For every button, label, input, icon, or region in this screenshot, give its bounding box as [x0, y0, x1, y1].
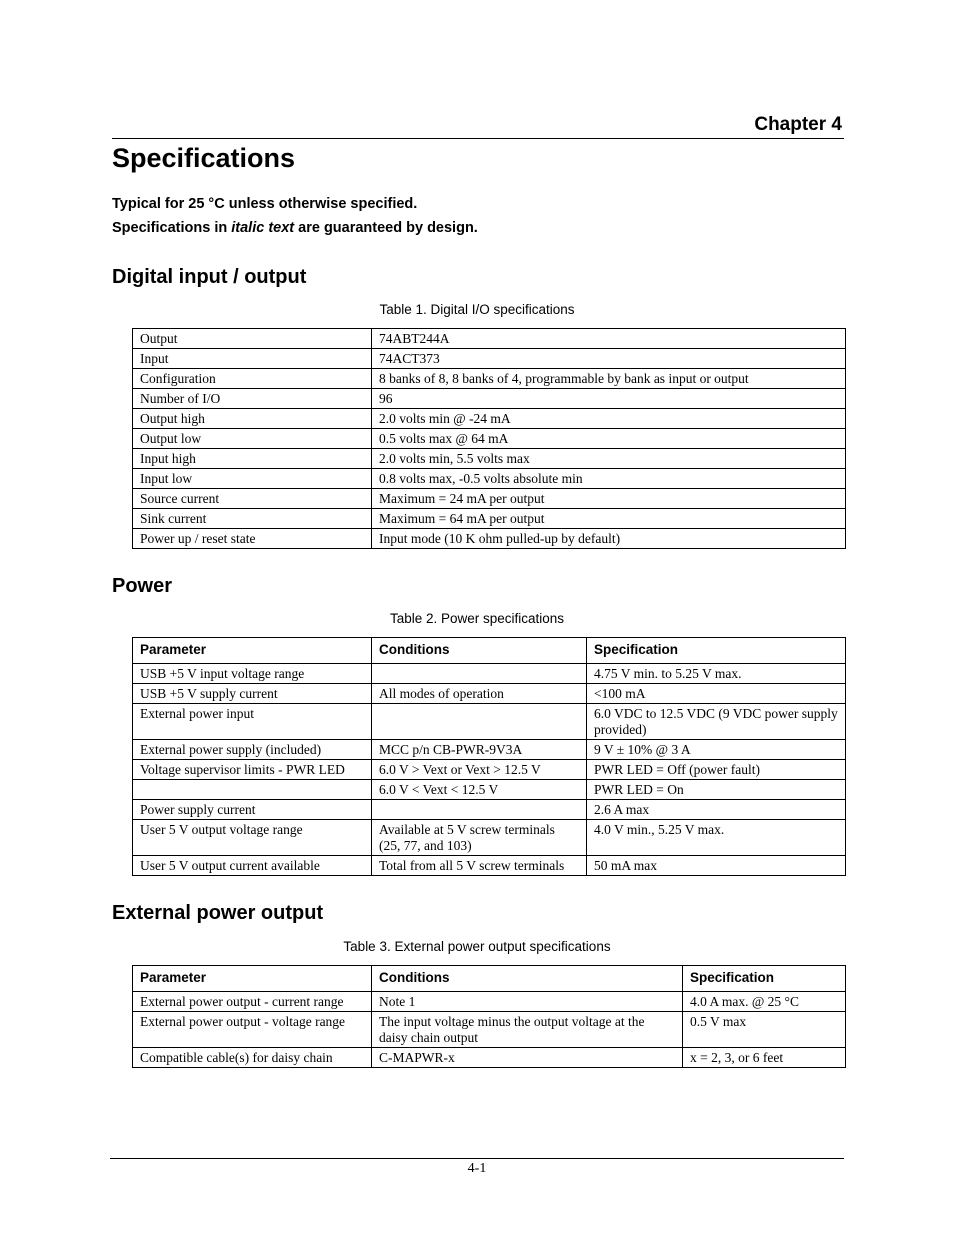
- table-cell: External power output - current range: [133, 992, 372, 1012]
- table-cell: 4.0 A max. @ 25 °C: [683, 992, 846, 1012]
- italic-note-suffix: are guaranteed by design.: [294, 220, 478, 236]
- table-cell: Input: [133, 349, 372, 369]
- table-header-row: [133, 638, 846, 664]
- table-cell: 4.0 V min., 5.25 V max.: [587, 820, 846, 856]
- italic-note: [112, 219, 478, 237]
- table-row: [133, 509, 846, 529]
- table-cell: External power input: [133, 704, 372, 740]
- table-row: [133, 469, 846, 489]
- column-header: Parameter: [133, 966, 372, 992]
- page-title: Specifications: [112, 143, 296, 173]
- table-cell: Sink current: [133, 509, 372, 529]
- table-cell: Power up / reset state: [133, 529, 372, 549]
- table-cell: Output low: [133, 429, 372, 449]
- table-cell: x = 2, 3, or 6 feet: [683, 1048, 846, 1068]
- table-cell: [372, 664, 587, 684]
- table-row: [133, 992, 846, 1012]
- table-cell: The input voltage minus the output voltage at the daisy chain output: [372, 1012, 683, 1048]
- table-cell: 4.75 V min. to 5.25 V max.: [587, 664, 846, 684]
- table-row: [133, 820, 846, 856]
- table-cell: 0.5 volts max @ 64 mA: [372, 429, 846, 449]
- table-header-row: [133, 966, 846, 992]
- column-header: Conditions: [372, 966, 683, 992]
- table-cell: User 5 V output voltage range: [133, 820, 372, 856]
- table-row: [133, 329, 846, 349]
- chapter-label: Chapter 4: [754, 114, 842, 135]
- table-cell: <100 mA: [587, 684, 846, 704]
- column-header: Conditions: [372, 638, 587, 664]
- table-row: [133, 760, 846, 780]
- table-cell: 2.0 volts min @ -24 mA: [372, 409, 846, 429]
- table-cell: 74ABT244A: [372, 329, 846, 349]
- table-row: [133, 664, 846, 684]
- table-cell: Maximum = 64 mA per output: [372, 509, 846, 529]
- section-heading-digital: Digital input / output: [112, 266, 307, 288]
- table-row: [133, 409, 846, 429]
- table-cell: Total from all 5 V screw terminals: [372, 856, 587, 876]
- table-row: [133, 529, 846, 549]
- table-cell: 2.6 A max: [587, 800, 846, 820]
- column-header: Specification: [587, 638, 846, 664]
- table-cell: 74ACT373: [372, 349, 846, 369]
- section-heading-power: Power: [112, 575, 173, 597]
- table-row: [133, 684, 846, 704]
- table-cell: 9 V ± 10% @ 3 A: [587, 740, 846, 760]
- table-cell: Input low: [133, 469, 372, 489]
- table-row: [133, 780, 846, 800]
- table-cell: 6.0 V > Vext or Vext > 12.5 V: [372, 760, 587, 780]
- table-row: [133, 1012, 846, 1048]
- column-header: Specification: [683, 966, 846, 992]
- temperature-note: Typical for 25 °C unless otherwise specified.: [112, 196, 418, 212]
- table-caption-external-power: Table 3. External power output specifications: [343, 939, 611, 954]
- table-cell: Number of I/O: [133, 389, 372, 409]
- external-power-table: [132, 965, 846, 1068]
- table-cell: Available at 5 V screw terminals (25, 77, and 103): [372, 820, 587, 856]
- table-cell: MCC p/n CB-PWR-9V3A: [372, 740, 587, 760]
- table-cell: Output high: [133, 409, 372, 429]
- italic-note-emphasis: italic text: [231, 220, 295, 236]
- power-table: [132, 637, 846, 876]
- table-cell: Power supply current: [133, 800, 372, 820]
- table-row: [133, 800, 846, 820]
- table-cell: Configuration: [133, 369, 372, 389]
- table-cell: Voltage supervisor limits - PWR LED: [133, 760, 372, 780]
- table-cell: 0.5 V max: [683, 1012, 846, 1048]
- table-row: [133, 429, 846, 449]
- table-cell: 96: [372, 389, 846, 409]
- table-cell: 6.0 VDC to 12.5 VDC (9 VDC power supply provided): [587, 704, 846, 740]
- table-row: [133, 740, 846, 760]
- table-row: [133, 489, 846, 509]
- chapter-rule: [112, 138, 844, 139]
- table-cell: [372, 704, 587, 740]
- column-header: Parameter: [133, 638, 372, 664]
- footer-rule: [110, 1158, 844, 1159]
- table-cell: PWR LED = Off (power fault): [587, 760, 846, 780]
- table-cell: Input mode (10 K ohm pulled-up by default): [372, 529, 846, 549]
- table-cell: External power output - voltage range: [133, 1012, 372, 1048]
- table-cell: All modes of operation: [372, 684, 587, 704]
- table-caption-power: Table 2. Power specifications: [389, 611, 565, 626]
- table-cell: [372, 800, 587, 820]
- table-cell: Input high: [133, 449, 372, 469]
- table-caption-digital: Table 1. Digital I/O specifications: [379, 302, 575, 317]
- table-cell: External power supply (included): [133, 740, 372, 760]
- table-row: [133, 856, 846, 876]
- table-cell: Compatible cable(s) for daisy chain: [133, 1048, 372, 1068]
- table-cell: 8 banks of 8, 8 banks of 4, programmable by bank as input or output: [372, 369, 846, 389]
- table-row: [133, 449, 846, 469]
- table-cell: Maximum = 24 mA per output: [372, 489, 846, 509]
- section-heading-external-power: External power output: [112, 902, 324, 924]
- table-cell: PWR LED = On: [587, 780, 846, 800]
- table-cell: USB +5 V supply current: [133, 684, 372, 704]
- table-row: [133, 349, 846, 369]
- table-cell: [133, 780, 372, 800]
- italic-note-prefix: Specifications in: [112, 220, 232, 236]
- table-row: [133, 389, 846, 409]
- table-cell: 0.8 volts max, -0.5 volts absolute min: [372, 469, 846, 489]
- table-row: [133, 1048, 846, 1068]
- table-row: [133, 369, 846, 389]
- table-cell: USB +5 V input voltage range: [133, 664, 372, 684]
- table-cell: User 5 V output current available: [133, 856, 372, 876]
- page-number: 4-1: [467, 1161, 487, 1176]
- digital-io-table: [132, 328, 846, 549]
- table-cell: Output: [133, 329, 372, 349]
- table-cell: 6.0 V < Vext < 12.5 V: [372, 780, 587, 800]
- table-cell: 2.0 volts min, 5.5 volts max: [372, 449, 846, 469]
- table-cell: Source current: [133, 489, 372, 509]
- table-row: [133, 704, 846, 740]
- table-cell: 50 mA max: [587, 856, 846, 876]
- table-cell: C-MAPWR-x: [372, 1048, 683, 1068]
- table-cell: Note 1: [372, 992, 683, 1012]
